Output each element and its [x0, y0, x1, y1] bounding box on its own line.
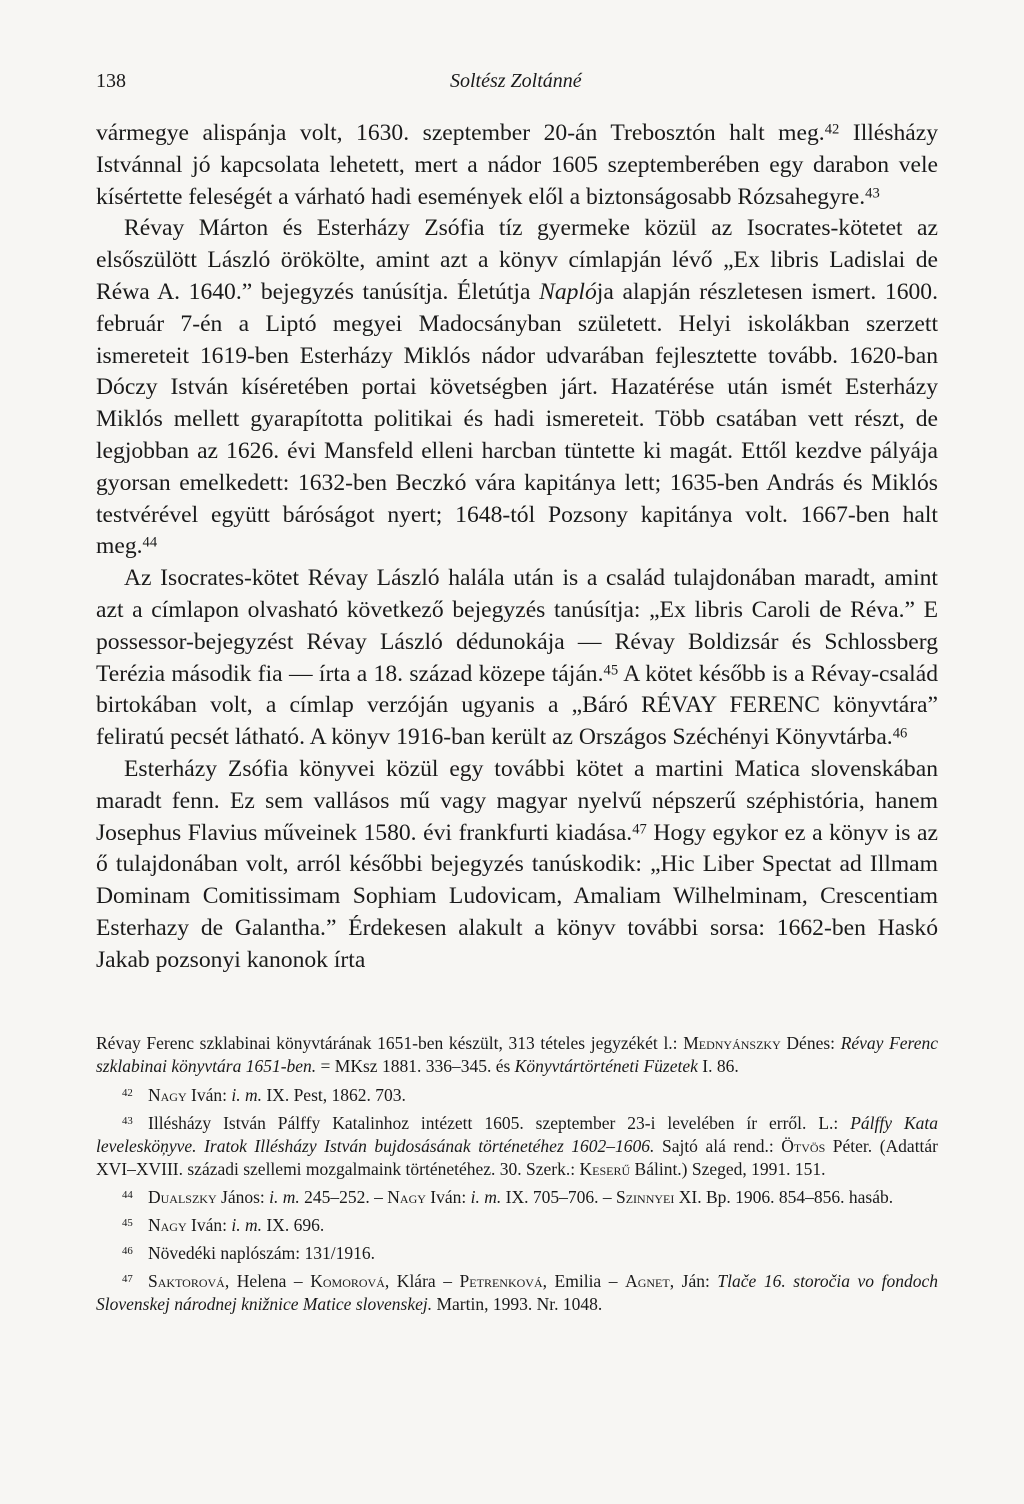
- footnote-ref-43: 43: [865, 185, 880, 202]
- main-text: [96, 118, 938, 977]
- paragraph-1: vármegye alispánja volt, 1630. szeptember 20-án Trebosztón halt meg.$^{42}$ Illésházy Istvánnal jó kapcsolata lehetett, mert a nádor 1605 szeptemberében egy darabon vele kísértette feleségét a várható hadi események elől a biztonságosabb Rózsahegyre.$^{43}$: [96, 120, 938, 210]
- footnote-ref-42: 42: [824, 121, 840, 138]
- page-number: 138: [96, 70, 126, 92]
- paragraph-3: Az Isocrates-kötet Révay László halála után is a család tulajdonában maradt, amint azt a címlapon olvasható következő bejegyzés tanúsítja: „Ex libris Caroli de Réva.” E possessor-bejegyzést Révay László dédunokája — Révay Boldizsár és Schlossberg Terézia második fia — írta a 18. század közepe táján.$^{45}$ A kötet később is a Révay-család birtokában volt, a címlap verzóján ugyanis a „Báró RÉVAY FERENC könyvtára” feliratú pecsét látható. A könyv 1916-ban került az Országos Széchényi Könyvtárba.$^{46}$: [96, 565, 939, 751]
- footnote-ref-47: 47: [632, 820, 647, 837]
- footnotes: [96, 1032, 938, 1321]
- footnote-ref-45: 45: [603, 661, 619, 678]
- paragraph-4: Esterházy Zsófia könyvei közül egy további kötet a martini Matica slovenskában maradt fenn. Ez sem vallásos mű vagy magyar nyelvű népszerű széphistória, hanem Josephus Flavius műveinek 1580. évi frankfurti kiadása.$^{47}$ Hogy egykor ez a könyv is az ő tulajdonában volt, arról későbbi bejegyzés tanúskodik: „Hic Liber Spectat ad Illmam Dominam Comitissimam Sophiam Ludovicam, Amaliam Wilhelminam, Crescentiam Esterhazy de Galantha.” Érdekesen alakult a könyv további sorsa: 1662-ben Haskó Jakab pozsonyi kanonok írta: [96, 755, 938, 973]
- paragraph-2: Révay Márton és Esterházy Zsófia tíz gyermeke közül az Isocrates-kötetet az elsőszülött László örökölte, amint azt a könyv címlapján lévő „Ex libris Ladislai de Réwa A. 1640.” bejegyzés tanúsítja. Életútja Naplója alapján részletesen ismert. 1600. február 7-én a Liptó megyei Madocsányban született. Helyi iskolákban szerzett ismereteit 1619-ben Esterházy Miklós nádor udvarában fejlesztette tovább. 1620-ban Dóczy István kíséretében portai követségben járt. Hazatérése után ismét Esterházy Miklós mellett gyarapította politikai és hadi ismereteit. Több csatában vett részt, de legjobban az 1626. évi Mansfeld elleni harcban tüntette ki magát. Ettől kezdve pályája gyorsan emelkedett: 1632-ben Beczkó vára kapitánya lett; 1635-ben András és Miklós testvérével együtt báróságot nyert; 1648-tól Pozsony kapitánya volt. 1667-ben halt meg.$^{44}$: [96, 215, 939, 560]
- footnote-43: $^{43}$ Illésházy István Pálffy Katalinhoz intézett 1605. szeptember 23-i levelében ír erről. L.: Pálffy Kata levelesköņyve. Iratok Illésházy István bujdosásának történetéhez 1602–1606. Sajtó alá rend.: Ötvös Péter. (Adattár XVI–XVIII. századi szellemi mozgalmaink történetéhez. 30. Szerk.: Keserű Bálint.) Szeged, 1991. 151.: [96, 1113, 939, 1179]
- footnote-45: $^{45}$ Nagy Iván: i. m. IX. 696.: [122, 1215, 325, 1235]
- footnote-44: $^{44}$ Dualszky János: i. m. 245–252. – Nagy Iván: i. m. IX. 705–706. – Szinnyei XI. Bp. 1906. 854–856. hasáb.: [122, 1187, 894, 1207]
- footnote-47: $^{47}$ Saktorová, Helena – Komorová, Klára – Petrenková, Emilia – Agnet, Ján: Tlače 16. storočia vo fondoch Slovenskej národnej knižnice Matice slovenskej. Martin, 1993. Nr. 1048.: [96, 1271, 938, 1314]
- footnote-46: $^{46}$ Növedéki naplószám: 131/1916.: [122, 1243, 375, 1263]
- footnote-42: $^{42}$ Nagy Iván: i. m. IX. Pest, 1862. 703.: [122, 1085, 406, 1105]
- running-title: Soltész Zoltánné: [450, 70, 582, 92]
- page-header: [96, 70, 928, 104]
- footnote-ref-46: 46: [892, 725, 908, 742]
- footnote-ref-44: 44: [142, 534, 158, 551]
- footnote-41-continued: Révay Ferenc szklabinai könyvtárának 1651-ben készült, 313 tételes jegyzékét l.: Mednyánszky Dénes: Révay Ferenc szklabinai könyvtára 1651-ben. = MKsz 1881. 336–345. és Könyvtártörténeti Füzetek I. 86.: [96, 1033, 938, 1076]
